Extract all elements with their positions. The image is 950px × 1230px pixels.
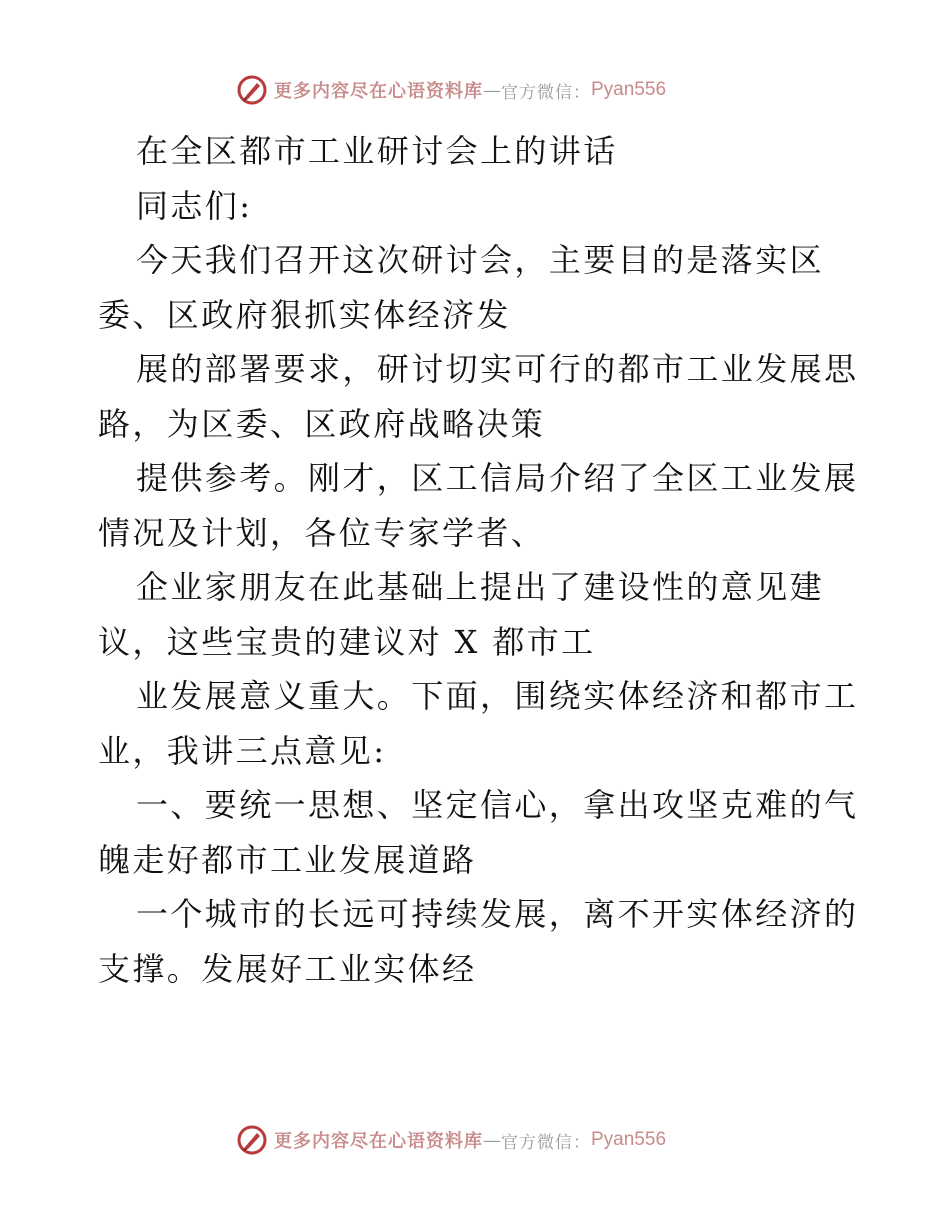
- banner-wechat-label: 官方微信：: [501, 1132, 591, 1153]
- banner-main-text: 更多内容尽在心语资料库: [274, 81, 483, 102]
- document-body: [98, 124, 868, 996]
- body-line: 议，这些宝贵的建议对 X 都市工: [98, 622, 596, 661]
- banner-wechat-label: 官方微信：: [501, 82, 591, 103]
- document-title: 在全区都市工业研讨会上的讲话: [136, 132, 618, 170]
- body-line: 今天我们召开这次研讨会，主要目的是落实区: [136, 241, 825, 279]
- body-line: 展的部署要求，研讨切实可行的都市工业发展思: [136, 350, 859, 388]
- salutation: 同志们:: [136, 186, 253, 225]
- body-line: 情况及计划，各位专家学者、: [98, 513, 546, 552]
- body-line: 委、区政府狠抓实体经济发: [98, 295, 511, 334]
- body-line: 提供参考。刚才，区工信局介绍了全区工业发展: [136, 459, 859, 497]
- banner-main-text: 更多内容尽在心语资料库: [274, 1131, 483, 1152]
- body-line: 业发展意义重大。下面，围绕实体经济和都市工: [136, 677, 859, 715]
- pen-logo-icon: [236, 1124, 268, 1156]
- body-line: 一个城市的长远可持续发展，离不开实体经济的: [136, 895, 859, 933]
- section-heading: 魄走好都市工业发展道路: [98, 840, 477, 879]
- body-line: 支撑。发展好工业实体经: [98, 949, 477, 988]
- banner-dash: —: [483, 1129, 501, 1151]
- footer-watermark-banner: [236, 1122, 666, 1158]
- banner-wechat-id: Pyan556: [591, 79, 667, 100]
- section-heading: 一、要统一思想、坚定信心，拿出攻坚克难的气: [136, 786, 859, 824]
- body-line: 业，我讲三点意见:: [98, 731, 387, 770]
- pen-logo-icon: [236, 74, 268, 106]
- banner-dash: —: [483, 79, 501, 101]
- body-line: 企业家朋友在此基础上提出了建设性的意见建: [136, 568, 825, 606]
- body-line: 路，为区委、区政府战略决策: [98, 404, 546, 443]
- header-watermark-banner: [236, 72, 666, 108]
- banner-wechat-id: Pyan556: [591, 1129, 667, 1150]
